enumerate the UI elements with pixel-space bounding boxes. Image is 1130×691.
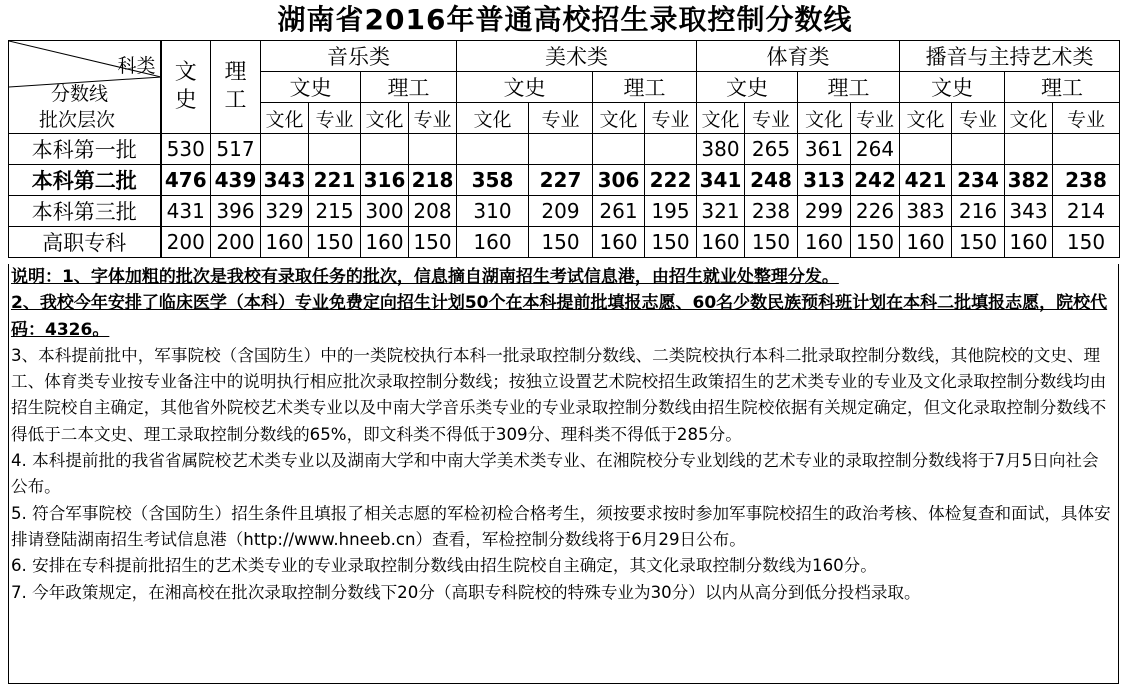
score-cell <box>409 134 457 165</box>
score-cell: 150 <box>952 227 1005 258</box>
score-cell: 358 <box>457 165 529 196</box>
leaf-header-culture: 文化 <box>593 103 645 134</box>
leaf-header-culture: 文化 <box>261 103 309 134</box>
note-6: 6. 安排在专科提前批招生的艺术类专业的专业录取控制分数线由招生院校自主确定，其文化录取控制分数线为160分。 <box>11 556 877 576</box>
note-4: 4. 本科提前批的我省省属院校艺术类专业以及湖南大学和中南大学美术类专业、在湘院校分专业划线的艺术专业的录取控制分数线将于7月5日向社会公布。 <box>11 451 1099 497</box>
score-cell: 160 <box>697 227 745 258</box>
score-cell: 248 <box>745 165 798 196</box>
score-cell: 316 <box>361 165 409 196</box>
header-wenshi: 文史 <box>161 41 211 134</box>
score-cell: 150 <box>745 227 798 258</box>
score-cell: 343 <box>1005 196 1053 227</box>
leaf-header-major: 专业 <box>309 103 361 134</box>
score-cell: 421 <box>900 165 952 196</box>
batch-label: 本科第一批 <box>9 134 161 165</box>
score-cell: 150 <box>529 227 593 258</box>
note-2: 2、我校今年安排了临床医学（本科）专业免费定向招生计划50个在本科提前批填报志愿、60名少数民族预科班计划在本科二批填报志愿，院校代码：4326。 <box>11 293 1108 340</box>
score-cell <box>1005 134 1053 165</box>
page-title: 湖南省2016年普通高校招生录取控制分数线 <box>277 3 853 36</box>
score-cell: 431 <box>161 196 211 227</box>
score-cell: 380 <box>697 134 745 165</box>
leaf-header-major: 专业 <box>409 103 457 134</box>
subheader-ligong: 理工 <box>1005 72 1120 103</box>
leaf-header-major: 专业 <box>645 103 697 134</box>
score-cell: 310 <box>457 196 529 227</box>
score-cell: 439 <box>211 165 261 196</box>
header-corner-cell <box>9 41 161 134</box>
score-cell: 214 <box>1053 196 1120 227</box>
score-cell: 218 <box>409 165 457 196</box>
score-cell: 216 <box>952 196 1005 227</box>
score-cell: 306 <box>593 165 645 196</box>
score-cell: 264 <box>851 134 900 165</box>
table-row <box>9 227 1120 258</box>
subheader-wenshi: 文史 <box>261 72 361 103</box>
corner-label-score: 分数线 <box>51 83 109 105</box>
leaf-header-culture: 文化 <box>798 103 851 134</box>
header-group-sports: 体育类 <box>697 41 900 72</box>
corner-label-batch: 批次层次 <box>39 109 116 131</box>
score-cell: 160 <box>457 227 529 258</box>
header-group-broadcast: 播音与主持艺术类 <box>900 41 1120 72</box>
subheader-ligong: 理工 <box>798 72 900 103</box>
score-cell: 313 <box>798 165 851 196</box>
notes-section <box>8 264 1119 684</box>
batch-label: 高职专科 <box>9 227 161 258</box>
score-cell: 221 <box>309 165 361 196</box>
score-cell <box>361 134 409 165</box>
score-cell: 160 <box>361 227 409 258</box>
score-cell: 195 <box>645 196 697 227</box>
score-cell: 383 <box>900 196 952 227</box>
score-cell: 200 <box>161 227 211 258</box>
subheader-wenshi: 文史 <box>457 72 593 103</box>
score-cell: 299 <box>798 196 851 227</box>
leaf-header-culture: 文化 <box>900 103 952 134</box>
leaf-header-culture: 文化 <box>1005 103 1053 134</box>
subheader-wenshi: 文史 <box>900 72 1005 103</box>
score-cell: 341 <box>697 165 745 196</box>
leaf-header-culture: 文化 <box>361 103 409 134</box>
score-cell: 300 <box>361 196 409 227</box>
score-cell: 215 <box>309 196 361 227</box>
score-cell: 150 <box>1053 227 1120 258</box>
leaf-header-major: 专业 <box>952 103 1005 134</box>
table-row <box>9 165 1120 196</box>
leaf-header-major: 专业 <box>529 103 593 134</box>
subheader-ligong: 理工 <box>593 72 697 103</box>
header-group-art: 美术类 <box>457 41 697 72</box>
score-cell: 160 <box>261 227 309 258</box>
score-cell: 265 <box>745 134 798 165</box>
leaf-header-culture: 文化 <box>697 103 745 134</box>
score-cell: 238 <box>745 196 798 227</box>
score-cell: 261 <box>593 196 645 227</box>
header-group-music: 音乐类 <box>261 41 457 72</box>
score-cell: 150 <box>409 227 457 258</box>
score-cell: 517 <box>211 134 261 165</box>
batch-label: 本科第三批 <box>9 196 161 227</box>
score-cell <box>309 134 361 165</box>
score-cell: 476 <box>161 165 211 196</box>
score-cell <box>645 134 697 165</box>
score-cell: 361 <box>798 134 851 165</box>
score-table <box>8 40 1120 258</box>
score-cell <box>261 134 309 165</box>
subheader-wenshi: 文史 <box>697 72 798 103</box>
score-cell: 238 <box>1053 165 1120 196</box>
score-cell: 222 <box>645 165 697 196</box>
score-cell <box>529 134 593 165</box>
score-cell: 200 <box>211 227 261 258</box>
note-1: 说明：1、字体加粗的批次是我校有录取任务的批次，信息摘自湖南招生考试信息港，由招生就业处整理分发。 <box>11 267 839 287</box>
score-cell: 226 <box>851 196 900 227</box>
score-cell: 160 <box>798 227 851 258</box>
subheader-ligong: 理工 <box>361 72 457 103</box>
score-cell: 150 <box>309 227 361 258</box>
leaf-header-culture: 文化 <box>457 103 529 134</box>
score-cell <box>900 134 952 165</box>
score-cell: 530 <box>161 134 211 165</box>
leaf-header-major: 专业 <box>1053 103 1120 134</box>
corner-label-category: 科类 <box>117 55 156 77</box>
score-cell <box>593 134 645 165</box>
score-cell: 234 <box>952 165 1005 196</box>
note-3: 3、本科提前批中，军事院校（含国防生）中的一类院校执行本科一批录取控制分数线、二类院校执行本科二批录取控制分数线，其他院校的文史、理工、体育类专业按专业备注中的说明执行相应批次录取控制分数线；按独立设置艺术院校招生政策招生的艺术类专业的专业及文化录取控制分数线均由招生院校自主确定，其他省外院校艺术类专业以及中南大学音乐类专业的专业录取控制分数线由招生院校依据有关规定确定，但文化录取控制分数线不得低于二本文史、理工录取控制分数线的65%，即文科类不得低于309分、理科类不得低于285分。 <box>11 345 1107 444</box>
note-7: 7. 今年政策规定，在湘高校在批次录取控制分数线下20分（高职专科院校的特殊专业为30分）以内从高分到低分投档录取。 <box>11 582 921 602</box>
score-cell: 242 <box>851 165 900 196</box>
score-cell: 160 <box>593 227 645 258</box>
table-row <box>9 134 1120 165</box>
score-cell <box>457 134 529 165</box>
header-ligong: 理工 <box>211 41 261 134</box>
score-cell: 150 <box>645 227 697 258</box>
table-row <box>9 196 1120 227</box>
leaf-header-major: 专业 <box>851 103 900 134</box>
score-cell: 396 <box>211 196 261 227</box>
note-5: 5. 符合军事院校（含国防生）招生条件且填报了相关志愿的军检初检合格考生，须按要求按时参加军事院校招生的政治考核、体检复查和面试，具体安排请登陆湖南招生考试信息港（http://www.hneeb.cn）查看，军检控制分数线将于6月29日公布。 <box>11 503 1111 549</box>
score-cell: 150 <box>851 227 900 258</box>
batch-label: 本科第二批 <box>9 165 161 196</box>
score-cell: 343 <box>261 165 309 196</box>
score-cell <box>1053 134 1120 165</box>
score-cell: 208 <box>409 196 457 227</box>
score-cell <box>952 134 1005 165</box>
score-cell: 160 <box>1005 227 1053 258</box>
score-cell: 209 <box>529 196 593 227</box>
score-cell: 382 <box>1005 165 1053 196</box>
score-cell: 160 <box>900 227 952 258</box>
score-cell: 227 <box>529 165 593 196</box>
score-cell: 329 <box>261 196 309 227</box>
score-cell: 321 <box>697 196 745 227</box>
leaf-header-major: 专业 <box>745 103 798 134</box>
